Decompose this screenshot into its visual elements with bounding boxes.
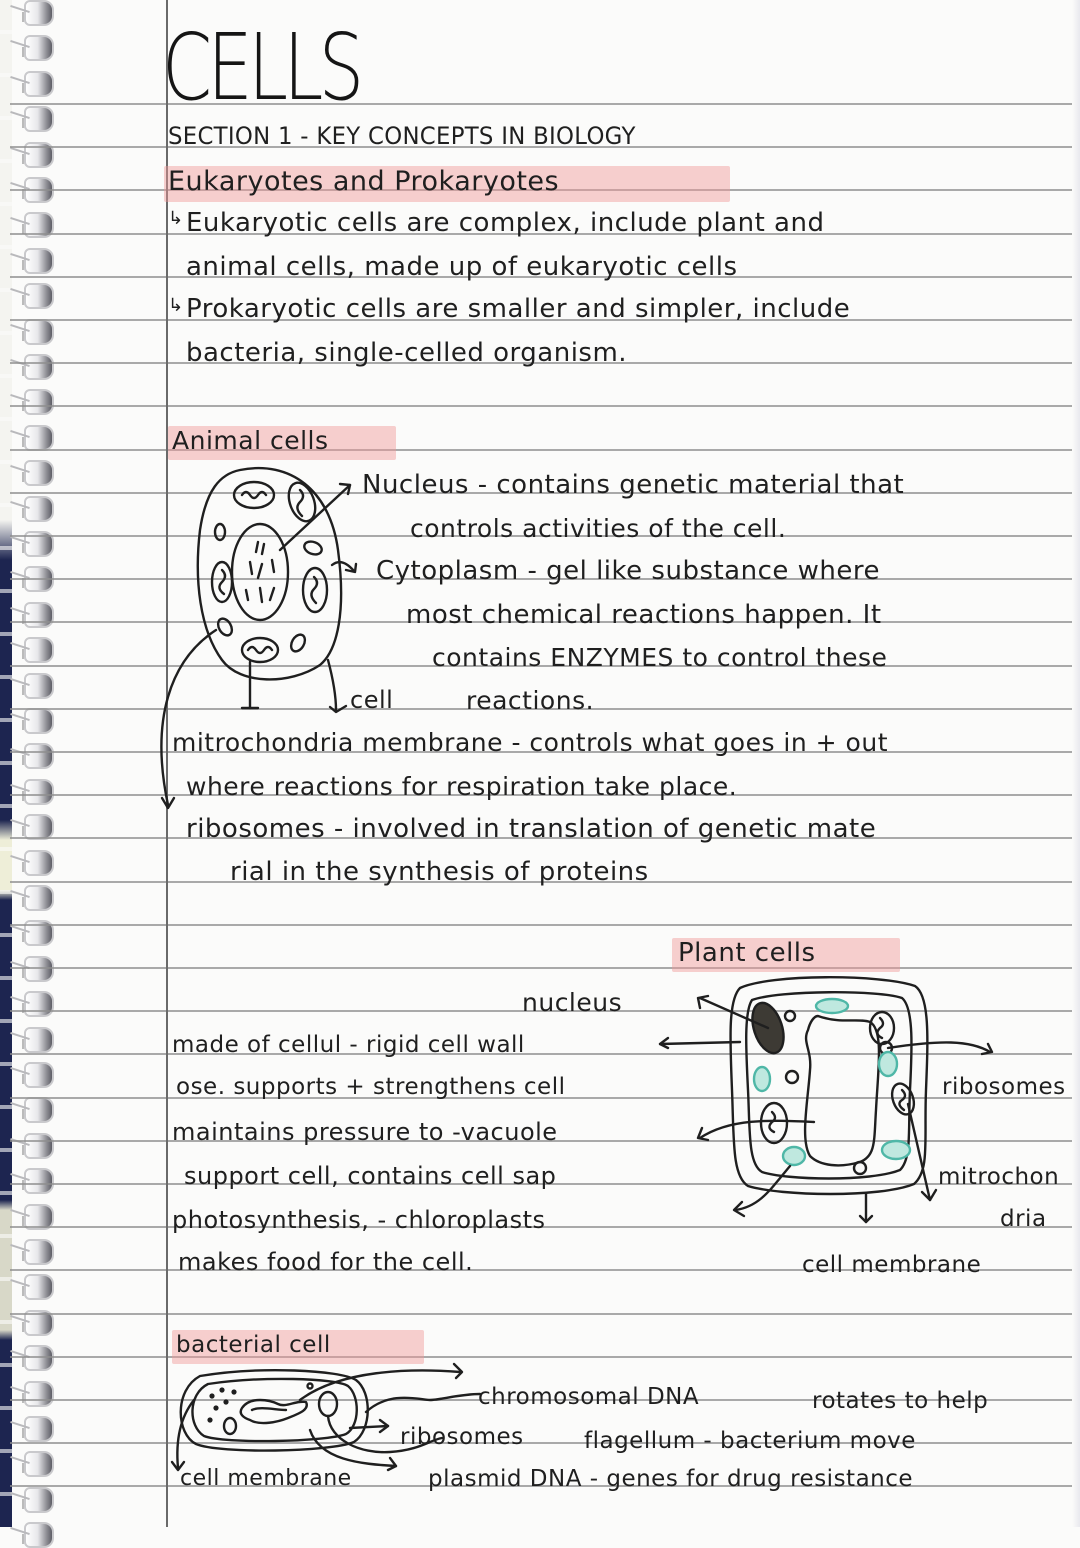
spiral-ring: [24, 106, 54, 132]
spiral-ring: [24, 1133, 54, 1159]
spiral-ring: [24, 673, 54, 699]
label-rotates-to-help: rotates to help: [812, 1388, 989, 1414]
spiral-ring: [24, 1522, 54, 1548]
spiral-ring: [24, 1345, 54, 1371]
note-chloroplasts: photosynthesis, - chloroplasts: [172, 1206, 546, 1234]
bullet-arrow-icon: ↳: [168, 295, 184, 316]
label-ribosomes-bacteria: ribosomes: [400, 1424, 524, 1450]
heading-plant-cells: Plant cells: [678, 938, 816, 968]
heading-animal-cells: Animal cells: [172, 426, 329, 455]
spiral-ring: [24, 283, 54, 309]
spiral-ring: [24, 637, 54, 663]
label-plasmid-dna: plasmid DNA - genes for drug resistance: [428, 1466, 914, 1492]
spiral-ring: [24, 1168, 54, 1194]
spiral-ring: [24, 1487, 54, 1513]
note-nucleus: Nucleus - contains genetic material that: [362, 470, 905, 500]
bullet-eukaryotic-line2: animal cells, made up of eukaryotic cells: [186, 252, 738, 282]
spiral-ring: [24, 1239, 54, 1265]
spiral-ring: [24, 1451, 54, 1477]
spiral-ring: [24, 850, 54, 876]
spiral-ring: [24, 708, 54, 734]
ruled-line: [10, 405, 1080, 407]
spiral-ring: [24, 354, 54, 380]
spiral-ring: [24, 1416, 54, 1442]
bullet-arrow-icon: ↳: [168, 208, 184, 229]
heading-bacterial-cell: bacterial cell: [176, 1332, 331, 1358]
spiral-ring: [24, 885, 54, 911]
note-vacuole-cont: support cell, contains cell sap: [184, 1162, 557, 1190]
label-nucleus: nucleus: [522, 988, 623, 1017]
note-nucleus-cont: controls activities of the cell.: [410, 514, 787, 543]
spiral-ring: [24, 779, 54, 805]
note-cytoplasm-cont3: reactions.: [466, 686, 595, 715]
note-chloroplasts-cont: makes food for the cell.: [178, 1248, 474, 1276]
spiral-ring: [24, 71, 54, 97]
label-chromosomal-dna: chromosomal DNA: [478, 1384, 700, 1410]
note-cytoplasm: Cytoplasm - gel like substance where: [376, 556, 881, 586]
label-ribosomes: ribosomes: [942, 1074, 1066, 1100]
spiral-ring: [24, 956, 54, 982]
label-cell-membrane: cell membrane: [802, 1252, 982, 1278]
plant-cell-diagram-icon: [690, 970, 1030, 1230]
note-cell-wall-cont: ose. supports + strengthens cell: [176, 1074, 566, 1100]
note-cell-wall: made of cellul - rigid cell wall: [172, 1032, 525, 1058]
bullet-eukaryotic-line1: Eukaryotic cells are complex, include plant and: [186, 208, 825, 238]
page-title: CELLS: [162, 14, 360, 121]
bullet-prokaryotic-line2: bacteria, single-celled organism.: [186, 338, 628, 368]
spiral-ring: [24, 460, 54, 486]
ruled-line: [10, 924, 1080, 926]
spiral-ring: [24, 319, 54, 345]
page-edge: [1072, 0, 1080, 1527]
animal-cell-diagram-icon: [150, 460, 410, 820]
spiral-ring: [24, 1274, 54, 1300]
label-cell-membrane-bacteria: cell membrane: [180, 1466, 352, 1491]
spiral-ring: [24, 602, 54, 628]
label-mitochondria-cont: dria: [1000, 1206, 1047, 1232]
label-cell: cell: [350, 686, 394, 714]
bullet-prokaryotic-line1: Prokaryotic cells are smaller and simpler, include: [186, 294, 851, 324]
spiral-ring: [24, 35, 54, 61]
spiral-ring: [24, 1027, 54, 1053]
heading-eukaryotes-prokaryotes: Eukaryotes and Prokaryotes: [168, 166, 560, 197]
ruled-line: [10, 1313, 1080, 1315]
ruled-line: [10, 1356, 1080, 1358]
spiral-ring: [24, 991, 54, 1017]
spiral-ring: [24, 1062, 54, 1088]
spiral-ring: [24, 425, 54, 451]
spiral-ring: [24, 1097, 54, 1123]
note-vacuole: maintains pressure to -vacuole: [172, 1118, 558, 1146]
spiral-ring: [24, 496, 54, 522]
spiral-ring: [24, 248, 54, 274]
spiral-ring: [24, 0, 54, 26]
spiral-ring: [24, 389, 54, 415]
note-ribosomes-cont: rial in the synthesis of proteins: [230, 857, 649, 887]
spiral-ring: [24, 1381, 54, 1407]
note-cytoplasm-cont2: contains ENZYMES to control these: [432, 643, 888, 672]
note-cytoplasm-cont1: most chemical reactions happen. It: [406, 600, 882, 630]
section-heading: SECTION 1 - KEY CONCEPTS IN BIOLOGY: [168, 122, 636, 150]
ruled-line: [10, 967, 1080, 969]
label-mitochondria: mitrochon: [938, 1164, 1060, 1190]
label-flagellum: flagellum - bacterium move: [584, 1428, 916, 1454]
spiral-binding: [10, 0, 60, 1527]
note-ribosomes: ribosomes - involved in translation of genetic mate: [186, 814, 877, 844]
note-mitochondria-membrane: mitrochondria membrane - controls what goes in + out: [172, 728, 888, 757]
spiral-ring: [24, 743, 54, 769]
note-respiration: where reactions for respiration take place.: [186, 772, 738, 801]
